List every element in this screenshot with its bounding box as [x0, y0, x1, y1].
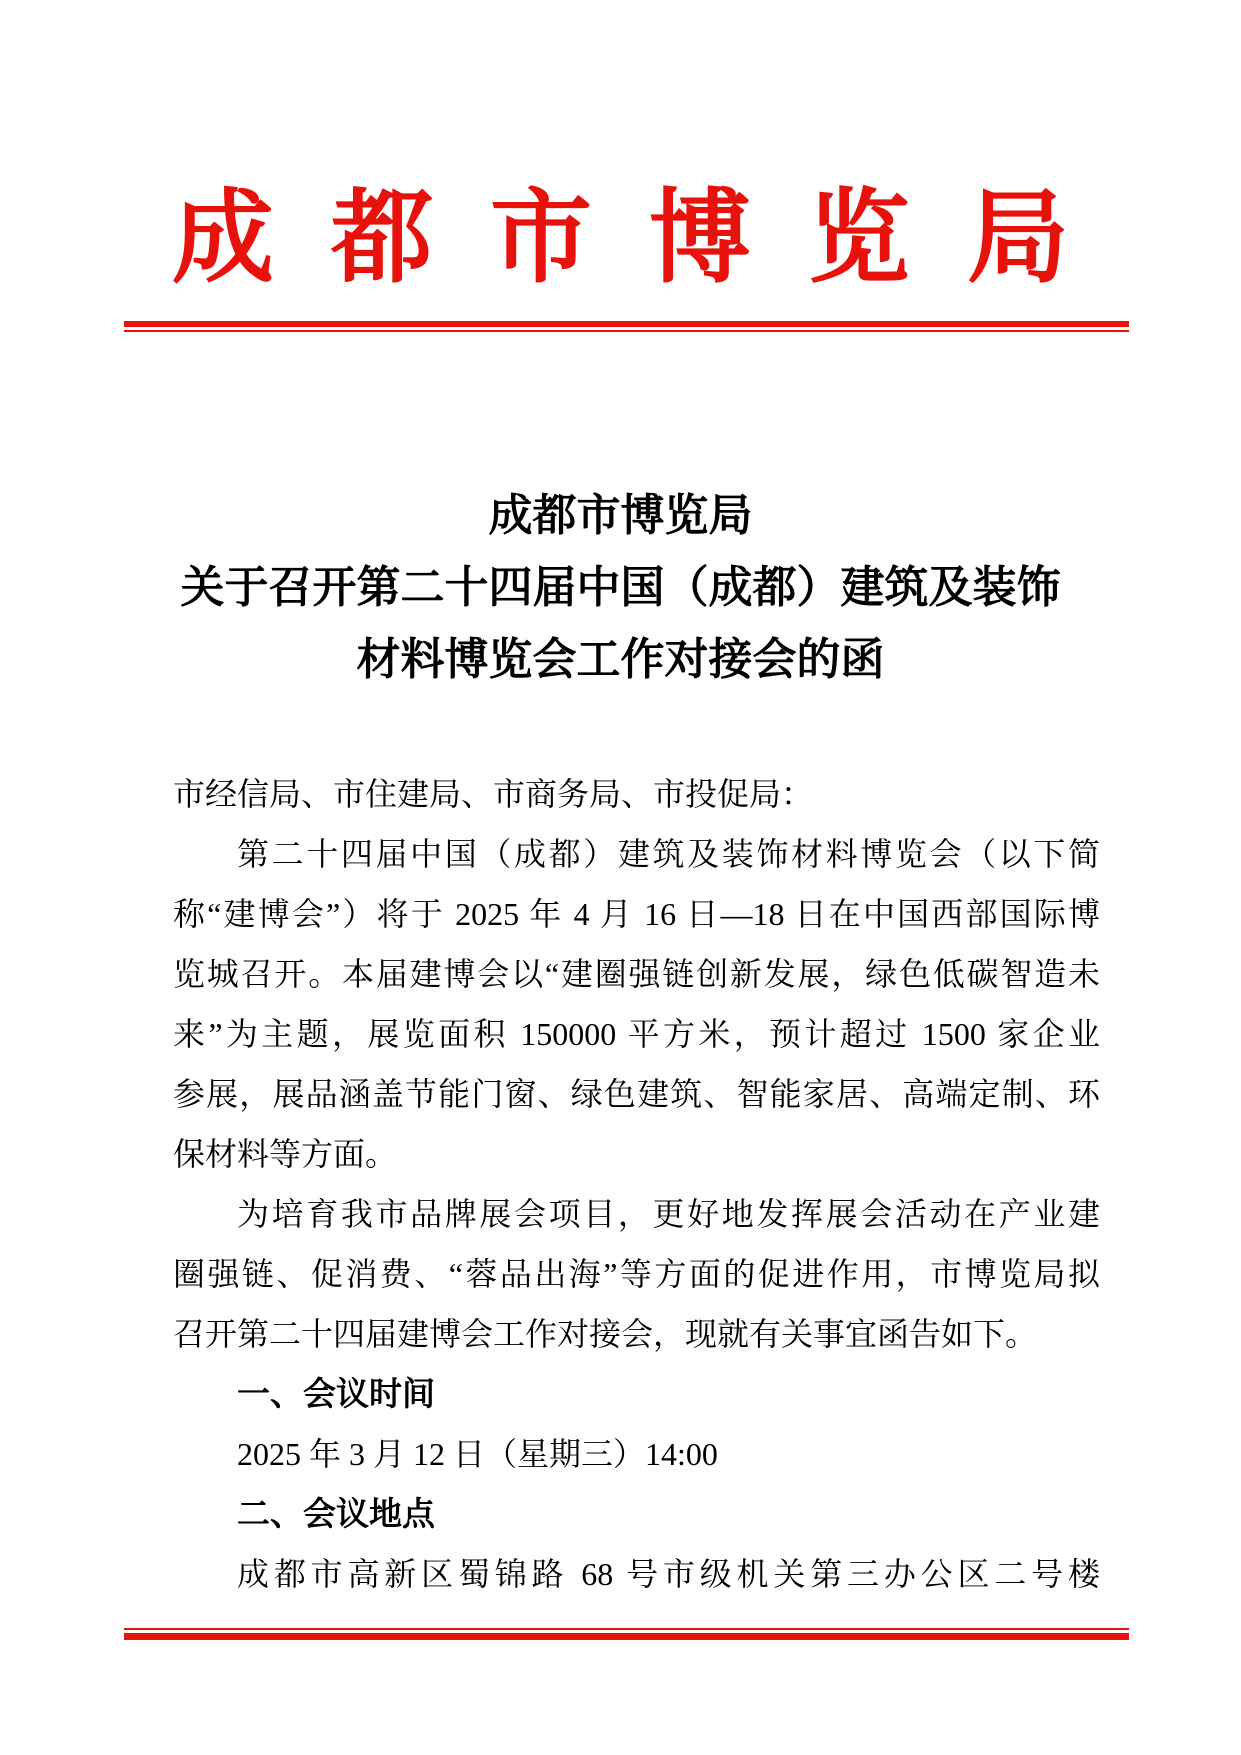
paragraph1-line: 览城召开。本届建博会以“建圈强链创新发展，绿色低碳智造未	[173, 956, 1100, 992]
footer-rule-thick-line	[124, 1633, 1129, 1640]
footer-double-rule	[124, 1628, 1129, 1640]
meeting-time: 2025 年 3 月 12 日（星期三）14:00	[237, 1436, 718, 1472]
paragraph1-line: 保材料等方面。	[173, 1136, 398, 1172]
header-double-rule	[124, 321, 1129, 332]
section-1-heading: 一、会议时间	[237, 1375, 435, 1412]
header-rule-thin-line	[124, 330, 1129, 332]
paragraph1-line: 来”为主题，展览面积 150000 平方米，预计超过 1500 家企业	[173, 1016, 1100, 1052]
paragraph2-line: 召开第二十四届建博会工作对接会，现就有关事宜函告如下。	[173, 1316, 1038, 1352]
section-2-heading: 二、会议地点	[237, 1495, 435, 1532]
paragraph1-line: 第二十四届中国（成都）建筑及装饰材料博览会（以下简	[237, 836, 1100, 872]
meeting-location: 成都市高新区蜀锦路 68 号市级机关第三办公区二号楼	[237, 1556, 1100, 1592]
document-title-line-1: 成都市博览局	[488, 491, 753, 540]
document-title-line-2: 关于召开第二十四届中国（成都）建筑及装饰	[180, 563, 1061, 612]
paragraph2-line: 为培育我市品牌展会项目，更好地发挥展会活动在产业建	[237, 1196, 1100, 1232]
paragraph1-line: 参展，展品涵盖节能门窗、绿色建筑、智能家居、高端定制、环	[173, 1076, 1100, 1112]
paragraph1-line: 称“建博会”）将于 2025 年 4 月 16 日—18 日在中国西部国际博	[173, 896, 1100, 932]
paragraph2-line: 圈强链、促消费、“蓉品出海”等方面的促进作用，市博览局拟	[173, 1256, 1100, 1292]
document-title-line-3: 材料博览会工作对接会的函	[356, 635, 885, 684]
salutation-line: 市经信局、市住建局、市商务局、市投促局：	[173, 776, 814, 812]
document-body	[173, 764, 1100, 1604]
document-title	[0, 480, 1241, 696]
agency-header-title: 成都市博览局	[172, 183, 1126, 296]
